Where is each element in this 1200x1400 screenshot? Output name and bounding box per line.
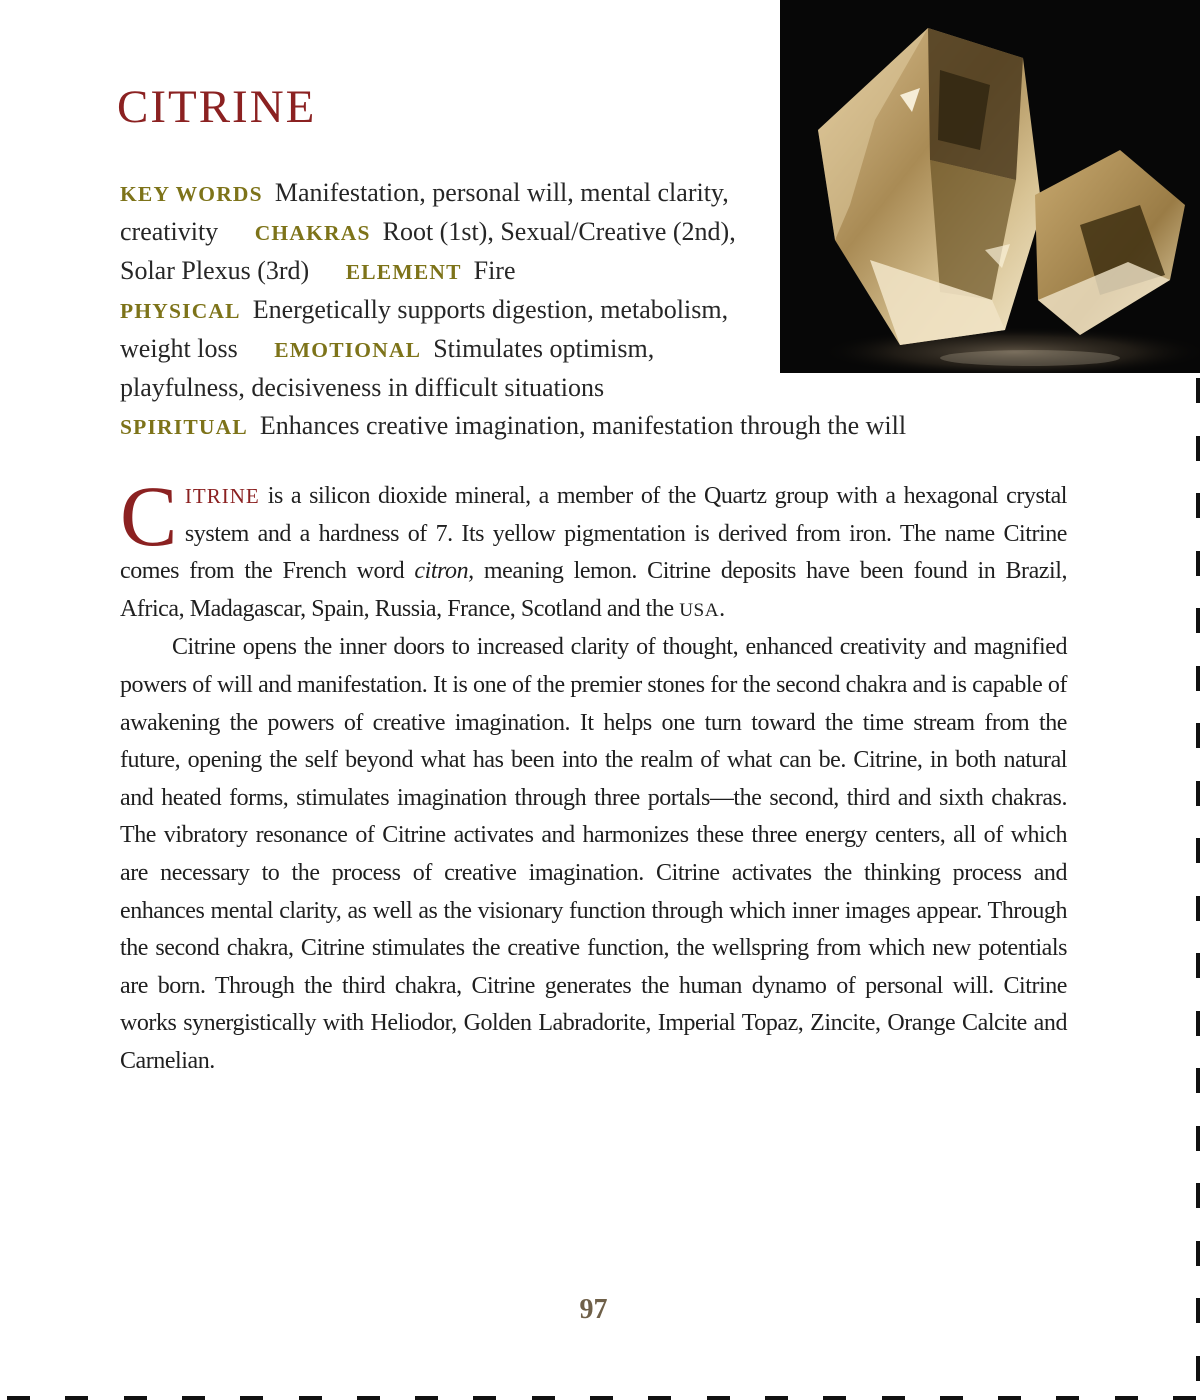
bottom-dash-mark [299,1396,322,1400]
edge-tick-mark [1196,1183,1200,1208]
keyword-pair [120,411,906,440]
keyword-label: SPIRITUAL [120,415,248,439]
bottom-dash-mark [357,1396,380,1400]
lead-small-caps: ITRINE [184,484,260,508]
keyword-label: EMOTIONAL [274,338,422,362]
main-paragraph: Citrine opens the inner doors to increased clarity of thought, enhanced creativity and magnified powers of will and manifestation. It is one of the premier stones for the second chakra and is capable of awakening the powers of creative imagination. It helps one turn toward the time stream from the future, opening the self beyond what has been into the realm of what can be. Citrine, in both natural and heated forms, stimulates imagination through three portals—the second, third and sixth chakras. The vibratory resonance of Citrine activates and harmonizes these three energy centers, all of which are necessary to the process of creative imagination. Citrine activates the thinking process and enhances mental clarity, as well as the visionary function through which inner images appear. Through the second chakra, Citrine stimulates the creative function, the wellspring from which new potentials are born. Through the third chakra, Citrine generates the human dynamo of personal will. Citrine works synergistically with Heliodor, Golden Labradorite, Imperial Topaz, Zincite, Orange Calcite and Carnelian. [120,634,1067,1074]
edge-tick-mark [1196,838,1200,863]
edge-tick-mark [1196,896,1200,921]
edge-tick-mark [1196,1011,1200,1036]
small-caps-word: USA [679,599,720,621]
bottom-dash-mark [124,1396,147,1400]
bottom-dash-mark [707,1396,730,1400]
keywords-block [120,174,1078,446]
keyword-label: CHAKRAS [254,221,371,245]
bottom-dash-mark [415,1396,438,1400]
edge-tick-mark [1196,1298,1200,1323]
paragraph-text: is a silicon dioxide mineral, a member of the Quartz group with a hexagonal crystal system and a hardness of 7. Its yellow pigmentation is derived from iron. The name Citrine comes from the French word [120,483,1067,585]
page-number: 97 [579,1294,608,1325]
keywords-full-width-row [120,407,1078,446]
edge-tick-mark [1196,608,1200,633]
bottom-dash-mark [1115,1396,1138,1400]
bottom-dash-mark [765,1396,788,1400]
keyword-label: ELEMENT [345,260,462,284]
keyword-label: KEY WORDS [120,182,263,206]
edge-tick-mark [1196,551,1200,576]
drop-cap: C [120,468,177,564]
bottom-dash-mark [65,1396,88,1400]
intro-paragraph [120,468,1067,629]
page-title: CITRINE [117,81,317,133]
bottom-dash-mark [823,1396,846,1400]
bottom-dash-mark [590,1396,613,1400]
keyword-label: PHYSICAL [120,299,241,323]
keyword-value: Root (1st), Sexual/Creative (2nd), Solar Plexus (3rd) [120,217,736,285]
bottom-dash-mark [240,1396,263,1400]
bottom-dash-mark [532,1396,555,1400]
bottom-dash-mark [882,1396,905,1400]
keyword-value: Enhances creative imagination, manifestation through the will [259,411,907,440]
bottom-dash-mark [182,1396,205,1400]
paragraph-text: . [719,595,725,622]
bottom-dash-mark [1173,1396,1196,1400]
edge-tick-mark [1196,1241,1200,1266]
edge-tick-mark [1196,723,1200,748]
page-bottom-marks [0,1394,1200,1400]
edge-tick-mark [1196,666,1200,691]
edge-tick-mark [1196,378,1200,403]
body-text [120,468,1067,1081]
edge-tick-mark [1196,436,1200,461]
italic-word: citron, [414,558,474,585]
keyword-value: Fire [473,256,516,285]
edge-tick-mark [1196,1356,1200,1381]
edge-tick-mark [1196,493,1200,518]
edge-tick-mark [1196,1068,1200,1093]
keyword-value: Energetically supports digestion, metabolism, weight loss [120,295,729,363]
bottom-dash-mark [648,1396,671,1400]
edge-tick-mark [1196,953,1200,978]
paragraph-text: meaning lemon. Citrine deposits have been found in Brazil, Africa, Madagascar, Spain, Russia, France, Scotland and the [120,558,1067,622]
edge-tick-mark [1196,1126,1200,1151]
keyword-value: Stimulates optimism, playfulness, decisiveness in difficult situations [120,334,655,402]
bottom-dash-mark [7,1396,30,1400]
keyword-pair [346,256,516,285]
bottom-dash-mark [940,1396,963,1400]
bottom-dash-mark [998,1396,1021,1400]
bottom-dash-mark [1056,1396,1079,1400]
keyword-value: Manifestation, personal will, mental clarity, creativity [120,178,729,246]
bottom-dash-mark [473,1396,496,1400]
page-edge-ticks [1195,0,1200,1400]
edge-tick-mark [1196,781,1200,806]
keywords-narrow-column [120,174,772,407]
